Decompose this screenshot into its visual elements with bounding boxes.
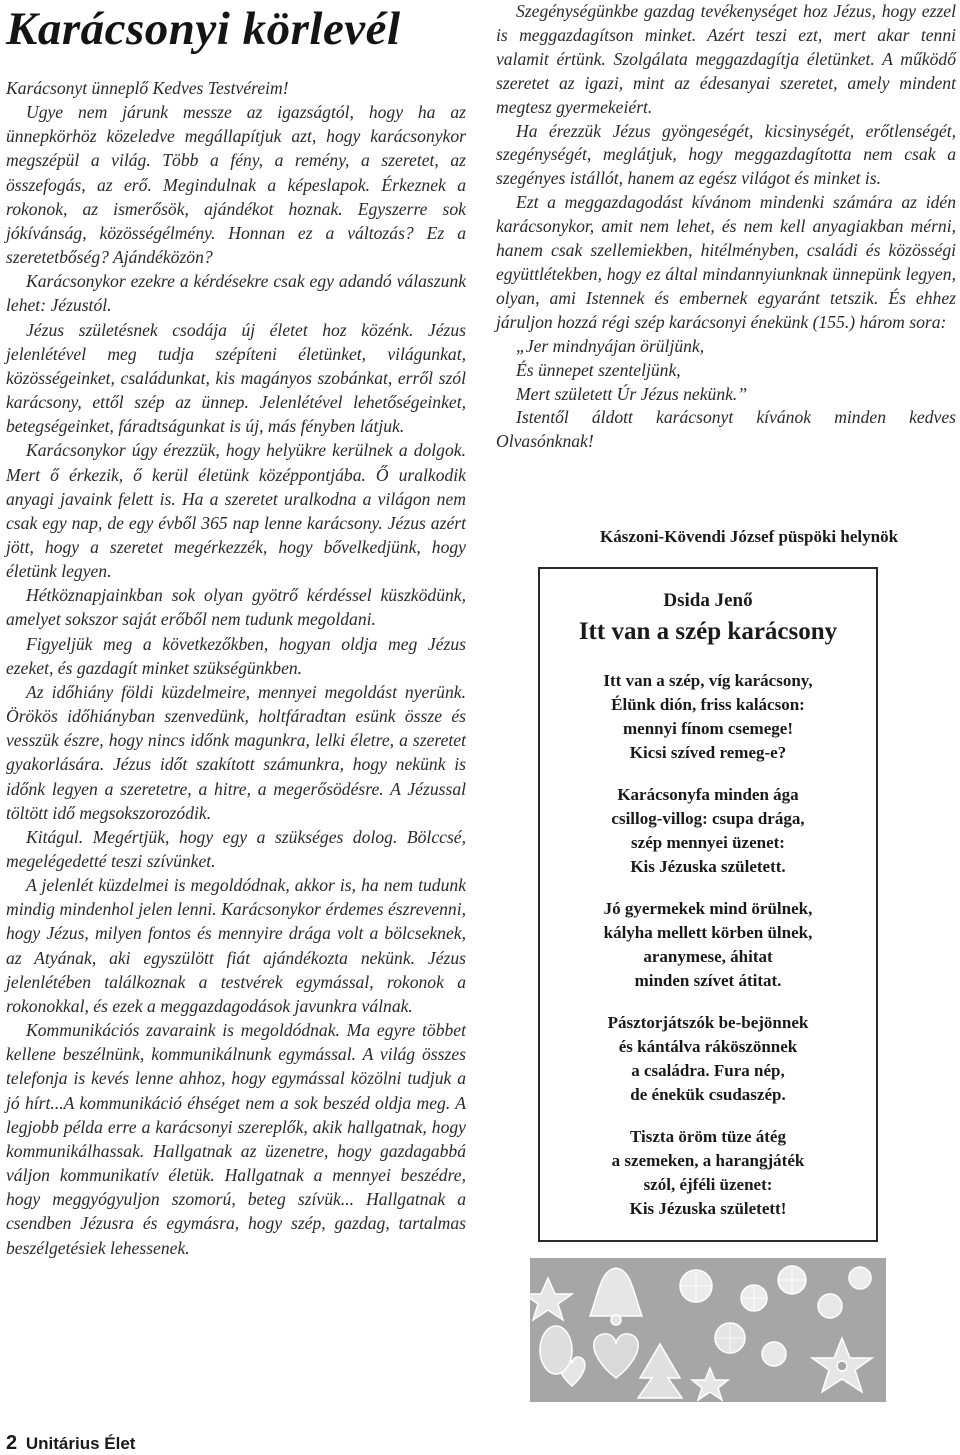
- article-title: Karácsonyi körlevél: [6, 3, 401, 55]
- christmas-cookies-icon: [530, 1258, 886, 1402]
- body-paragraph: Figyeljük meg a következőkben, hogyan oldja meg Jézus ezeket, és gazdagít minket szükségünkben.: [6, 633, 466, 678]
- hymn-line: És ünnepet szenteljünk,: [516, 359, 681, 380]
- poem-line: Jó gyermekek mind örülnek,: [603, 899, 813, 918]
- poem-stanza: [540, 897, 876, 993]
- body-paragraph: Kitágul. Megértjük, hogy egy a szükséges dolog. Bölccsé, megelégedetté teszi szívünket.: [6, 826, 466, 871]
- signature: Kászoni-Kövendi József püspöki helynök: [600, 527, 899, 546]
- poem-line: Itt van a szép, víg karácsony,: [603, 671, 813, 690]
- poem-line: aranymese, áhitat: [643, 947, 773, 966]
- body-paragraph: Karácsonykor úgy érezzük, hogy helyükre kerülnek a dolgok. Mert ő érkezik, ő kerül életünk középpontjába. Ő uralkodik anyagi javaink felett is. Ha a szeretet uralkodna a világon nem csak egy nap, de egy évből 365 nap lenne karácsony. Jézus azért jött, hogy a szeretet megérkezzék, hogy bővelkedjünk, hogy életünk legyen.: [6, 440, 466, 582]
- poem-line: de énekük csudaszép.: [630, 1085, 786, 1104]
- poem-line: szól, éjféli üzenet:: [643, 1175, 773, 1194]
- body-paragraph: Ugye nem járunk messze az igazságtól, hogy ha az ünnepkörhöz közeledve megállapítjuk azt, hogy karácsonykor megszépül a világ. Több a fény, a remény, a szeretet, az összefogás, az erő. Megindulnak a képeslapok. Érkeznek a rokonok, az ismerősök, ajándékot hoznak. Egyszerre sok jókívánság, közösségélmény. Honnan ez a változás? Ez a szeretetbőség? Ajándéközön?: [6, 102, 466, 268]
- poem-line: a családra. Fura nép,: [631, 1061, 785, 1080]
- poem-line: a szemeken, a harangjáték: [611, 1151, 805, 1170]
- salutation: Karácsonyt ünneplő Kedves Testvéreim!: [6, 78, 289, 98]
- left-text-column: [6, 76, 466, 1260]
- poem-stanza: [540, 1125, 876, 1221]
- body-paragraph: A jelenlét küzdelmei is megoldódnak, akkor is, ha nem tudunk mindig mindenhol jelen lenni. Karácsonykor érdemes észrevenni, hogy Jézus, milyen fontos és mennyire drága volt a bölcseknek, az Atyának, aki egyszülött fiát ajándékozta nekünk. Jézus jelenlétében találkoznak a testvérek egymással, rokonok a rokonokkal, és ezek a meggazdagodások javunkra válnak.: [6, 875, 466, 1016]
- poem-line: mennyi fínom csemege!: [623, 719, 793, 738]
- poem-line: kályha mellett körben ülnek,: [603, 923, 813, 942]
- publication-name: Unitárius Élet: [25, 1434, 136, 1453]
- poem-line: Kis Jézuska született.: [630, 857, 786, 876]
- body-paragraph: Kommunikációs zavaraink is megoldódnak. Ma egyre többet kellene beszélnünk, kommunikálnunk egymással. A világ összes telefonja is kevés lenne ahhoz, hogy egymással közölni tudjuk a jó hírt...A kommunikáció éhséget nem a sok beszéd oldja meg. A legjobb példa erre a karácsonyi szereplők, akik hallgatnak, hogy kommunikálhassak. Hallgatnak az üzenetre, hogy gazdagabbá váljon kommunikatív életük. Hallgatnak a mennyei beszédre, hogy meggyógyuljon szomorú, beteg szívük... Hallgatnak a csendben Jézusra és egymásra, hogy szép, gazdag, tartalmas beszélgetésiek lehessenek.: [6, 1020, 466, 1258]
- hymn-line: Mert született Úr Jézus nekünk.”: [516, 383, 748, 404]
- poem-box: [538, 567, 878, 1242]
- poem-line: Kicsi szíved remeg-e?: [629, 743, 787, 762]
- poem-author: Dsida Jenő: [663, 590, 753, 611]
- poem-line: és kántálva ráköszönnek: [618, 1037, 798, 1056]
- body-paragraph: Hétköznapjainkban sok olyan gyötrő kérdéssel küszködünk, amelyet sokszor saját erőből nem tudunk megoldani.: [6, 585, 466, 630]
- christmas-cookies-photo: [530, 1258, 886, 1402]
- poem-stanzas: [540, 669, 876, 1221]
- body-paragraph: Karácsonykor ezekre a kérdésekre csak egy adandó válaszunk lehet: Jézustól.: [6, 271, 466, 316]
- right-text-column: [496, 0, 956, 454]
- poem-stanza: [540, 1011, 876, 1107]
- poem-line: Élünk dión, friss kalácson:: [611, 695, 805, 714]
- body-paragraph: Jézus születésnek csodája új életet hoz közénk. Jézus jelenlétével meg tudja szépíteni életünket, világunkat, közösségeinket, családunkat, kis magányos szobánkat, erről szól karácsony, ettől szép az ünnep. Jelenlétével lehetőségeinket, betegségeinket, fáradtságunkat is új, más fényben látjuk.: [6, 319, 466, 437]
- hymn-line: „Jer mindnyájan örüljünk,: [516, 335, 705, 356]
- poem-line: Karácsonyfa minden ága: [617, 785, 799, 804]
- body-paragraph: Az időhiány földi küzdelmeire, mennyei megoldást nyerünk. Örökös időhiányban szenvedünk, holtfáradtan esünk össze és vesszük észre, hogy nincs időnk magunkra, lelki életre, a szeretet gyakorlására. Jézus időt szakított számunkra, hogy nekünk is időnk legyen a szeretetre, a hitre, a megerősödésre. A Jézussal töltött idő megsokszorozódik.: [6, 681, 466, 823]
- poem-line: minden szívet átitat.: [634, 971, 782, 990]
- body-paragraph: Ezt a meggazdagodást kívánom mindenki számára az idén karácsonykor, amit nem lehet, és nem kell anyagiakban mérni, hanem csak szellemiekben, hitélményben, családi és közösségi együttlétekben, hogy ez által mindannyiunknak ünnepünk legyen, olyan, ami Istennek és embernek egyaránt tetszik. És ehhez járuljon hozzá régi szép karácsonyi énekünk (155.) három sora:: [496, 192, 956, 332]
- poem-line: csillog-villog: csupa drága,: [611, 809, 805, 828]
- poem-line: Tiszta öröm tüze átég: [630, 1127, 786, 1146]
- poem-stanza: [540, 669, 876, 765]
- body-paragraph: Szegénységünkbe gazdag tevékenységet hoz Jézus, hogy ezzel is meggazdagítson minket. Azért teszi ezt, mert akar tenni valamit értünk. Szolgálata meggazdagítja életünket. A működő szeretet az igazi, mint az édesanyai szeretet, amely mindent megtesz gyermekeiért.: [496, 1, 956, 117]
- closing-wish: Istentől áldott karácsonyt kívánok minden kedves Olvasónknak!: [496, 407, 956, 452]
- poem-line: Pásztorjátszók be-bejönnek: [607, 1013, 809, 1032]
- body-paragraph: Ha érezzük Jézus gyöngeségét, kicsinységét, erőtlenségét, szegénységét, meglátjuk, hogy meggazdagította nem csak a szegényes istállót, hanem az egész világot és minket is.: [496, 120, 956, 189]
- poem-title: Itt van a szép karácsony: [578, 618, 838, 645]
- page-number: 2: [6, 1432, 18, 1454]
- poem-line: Kis Jézuska született!: [629, 1199, 787, 1218]
- page-footer: [6, 1432, 135, 1455]
- poem-stanza: [540, 783, 876, 879]
- poem-line: szép mennyei üzenet:: [631, 833, 785, 852]
